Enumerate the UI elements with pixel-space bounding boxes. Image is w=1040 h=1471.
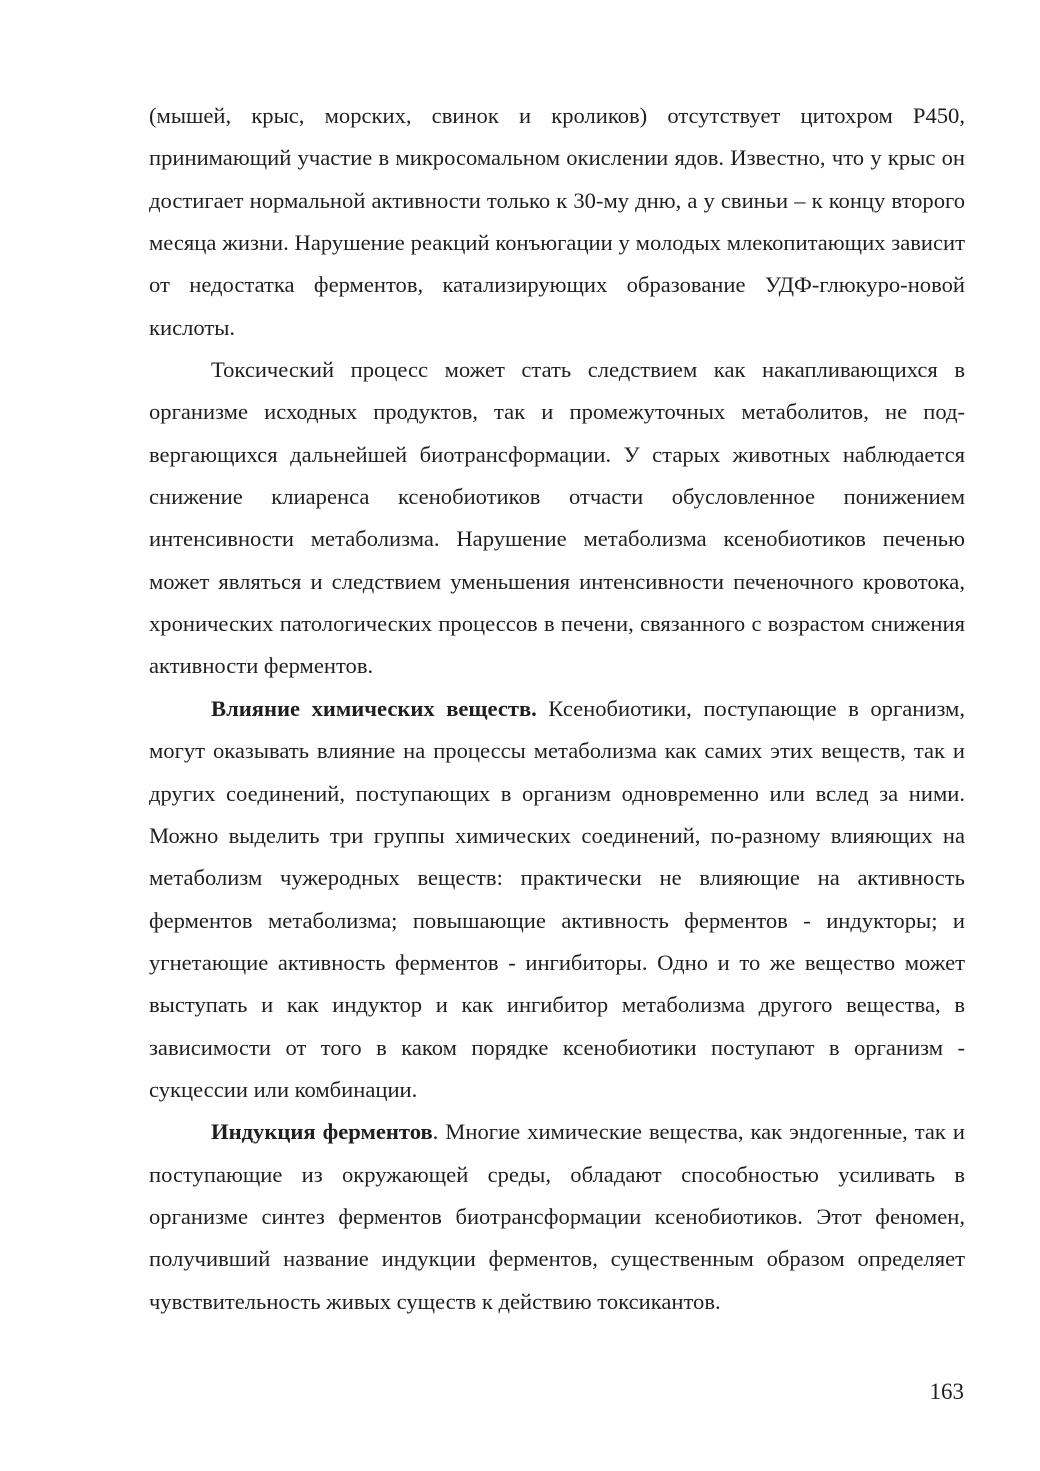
- paragraph-3: [149, 688, 965, 1111]
- paragraph-3-text: Ксенобиотики, поступающие в организм, могут оказывать влияние на процессы метаболизма как самих этих веществ, так и других соединений, поступающих в организм одновременно или вслед за ними. Можно выделить три группы химических соединений, по-разному влияющих на метаболизм чужеродных веществ: практически не влияющие на активность ферментов метаболизма; повышающие активность ферментов - индукторы; и угнетающие активность ферментов - ингибиторы. Одно и то же вещество может выступать и как индуктор и как ингибитор метаболизма другого вещества, в зависимости от того в каком порядке ксенобиотики поступают в организм - сукцессии или комбинации.: [149, 695, 966, 1102]
- paragraph-1: [149, 95, 965, 349]
- paragraph-4-text: . Многие химические вещества, как эндогенные, так и поступающие из окружающей среды, обладают способностью усиливать в организме синтез ферментов биотрансформации ксенобиотиков. Этот феномен, получивший название индукции ферментов, существенным образом определяет чувствительность живых существ к действию токсикантов.: [149, 1119, 965, 1314]
- paragraph-4: [149, 1111, 965, 1323]
- document-page: [149, 95, 965, 1323]
- page-number: 163: [929, 1379, 964, 1404]
- paragraph-3-heading: Влияние химических веществ.: [211, 695, 537, 721]
- paragraph-1-text: (мышей, крыс, морских, свинок и кроликов) отсутствует цитохром P450, принимающий участие в микросомальном окислении ядов. Известно, что у крыс он достигает нормальной активности только к 30-му дню, а у свиньи – к концу второго месяца жизни. Нарушение реакций конъюгации у молодых млекопитающих зависит от недостатка ферментов, катализирующих образование УДФ-глюкуро-новой кислоты.: [149, 103, 965, 340]
- paragraph-4-heading: Индукция ферментов: [211, 1119, 433, 1145]
- paragraph-2: [149, 349, 965, 688]
- paragraph-2-text: Токсический процесс может стать следствием как накапливающихся в организме исходных продуктов, так и промежуточных метаболитов, не подвергающихся дальнейшей биотрансформации. У старых животных наблюдается снижение клиаренса ксенобиотиков отчасти обусловленное понижением интенсивности метаболизма. Нарушение метаболизма ксенобиотиков печенью может являться и следствием уменьшения интенсивности печеночного кровотока, хронических патологических процессов в печени, связанного с возрастом снижения активности ферментов.: [149, 357, 965, 679]
